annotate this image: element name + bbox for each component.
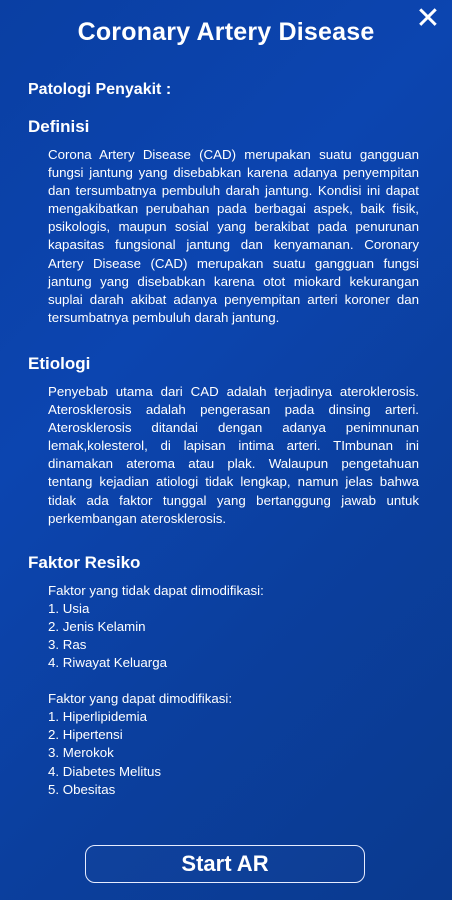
list-item: 2. Hipertensi bbox=[48, 727, 123, 743]
list-item: 5. Obesitas bbox=[48, 781, 116, 797]
list-item: 2. Jenis Kelamin bbox=[48, 618, 146, 634]
section-title: Patologi Penyakit : bbox=[28, 81, 172, 98]
definisi-heading: Definisi bbox=[28, 117, 90, 136]
non-modifiable-label: Faktor yang tidak dapat dimodifikasi: bbox=[48, 582, 264, 598]
page-title: Coronary Artery Disease bbox=[77, 18, 375, 46]
list-item: 4. Diabetes Melitus bbox=[48, 763, 162, 779]
list-item: 1. Usia bbox=[48, 600, 90, 616]
faktor-heading: Faktor Resiko bbox=[28, 552, 141, 572]
faktor-list bbox=[48, 582, 419, 799]
etiologi-text: Penyebab utama dari CAD adalah terjadinya ateroklerosis. Aterosklerosis adalah pengerasan pada dinsing arteri. Aterosklerosis ditandai dengan adanya penimnunan lemak,kolesterol, di lapisan intima arteri. TImbunan ini dinamakan ateroma atau plak. Walaupun pengetahuan tentang kejadian atiologi tidak lengkap, namun jelas bahwa tidak ada faktor tunggal yang bertanggung jawab untuk perkembangan aterosklerosis. bbox=[48, 383, 419, 526]
start-ar-button[interactable]: Start AR bbox=[85, 845, 365, 883]
close-icon[interactable]: ✕ bbox=[415, 1, 441, 36]
list-item: 3. Merokok bbox=[48, 745, 114, 761]
etiologi-heading: Etiologi bbox=[28, 353, 91, 373]
definisi-text: Corona Artery Disease (CAD) merupakan suatu gangguan fungsi jantung yang disebabkan karena adanya penyempitan dan tersumbatnya pembuluh darah jantung. Kondisi ini dapat mengakibatkan perubahan pada berbagai aspek, baik fisik, psikologis, maupun sosial yang berakibat pada penurunan kapasitas fungsional jantung dan kenyamanan. Coronary Artery Disease (CAD) merupakan suatu gangguan fungsi jantung yang disebabkan karena otot miokard kekurangan suplai darah akibat adanya penyempitan arteri koroner dan tersumbatnya pembuluh darah jantung. bbox=[48, 147, 419, 325]
list-item: 1. Hiperlipidemia bbox=[48, 709, 148, 725]
list-item: 3. Ras bbox=[48, 636, 87, 652]
scroll-content[interactable] bbox=[0, 76, 452, 836]
modifiable-label: Faktor yang dapat dimodifikasi: bbox=[48, 691, 233, 707]
list-item: 4. Riwayat Keluarga bbox=[48, 655, 167, 671]
